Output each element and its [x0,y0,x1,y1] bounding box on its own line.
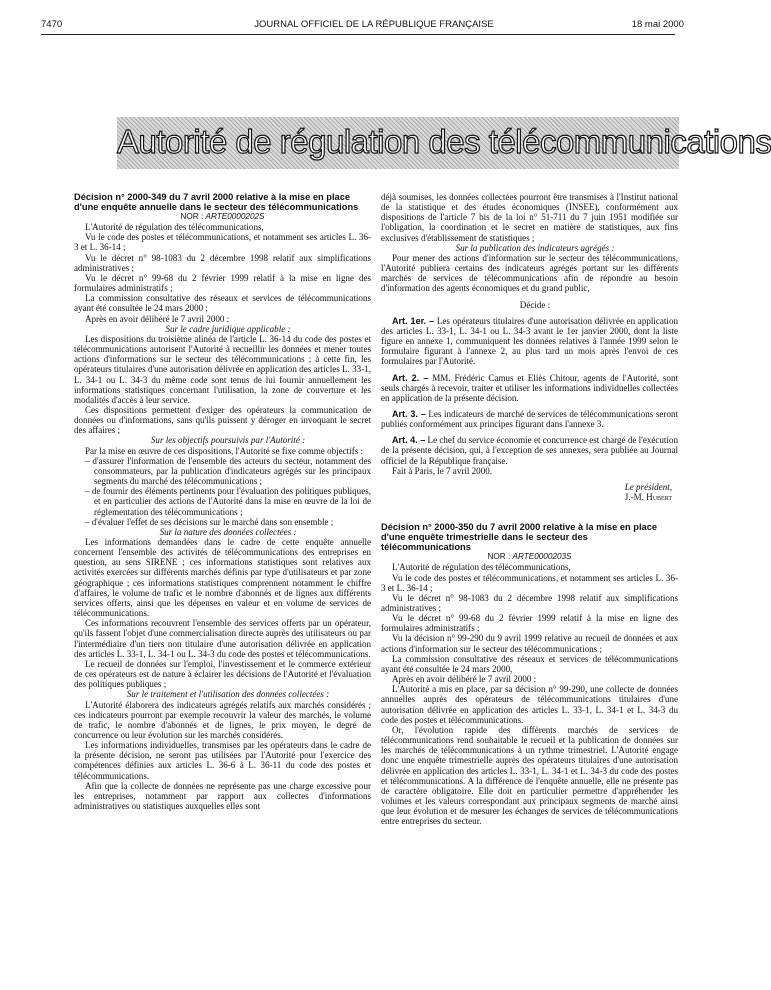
paragraph: Ces dispositions permettent d'exiger des opérateurs la communication de données ou d'informations, sans qu'ils puissent y déroger en invoquant le secret des affaires ; [74,404,371,436]
paragraph: Les informations individuelles, transmises par les opérateurs dans le cadre de la présente décision, ne seront pas utilisées par l'Autorité pour l'exercice des compétences définies aux articles L. 36-6 à L. 36-11 du code des postes et télécommunications. [74,740,371,781]
paragraph: Vu le code des postes et télécommunications, et notamment ses articles L. 36-3 et L. 36-14 ; [74,232,371,253]
banner-title: Autorité de régulation des télécommunications [117,123,771,160]
paragraph: Après en avoir délibéré le 7 avril 2000 : [85,313,230,324]
article-text: Les indicateurs de marché de services de télécommunications seront publiés conformément aux principes figurant dans l'annexe 3. [381,408,679,430]
article-text: Les opérateurs titulaires d'une autorisation délivrée en application des articles L. 33-1, L. 34-1 ou L. 34-3 avant le 1er janvier 2000, dont la liste figure en annexe 1, communiquent les données relatives à l'année 1999 selon le formulaire figurant à l'annexe 2, au plus tard un mois après l'envoi de ces formulaires par l'Autorité. [381,315,678,367]
paragraph: Afin que la collecte de données ne représente pas une charge excessive pour les entreprises, notamment par rapport aux collectes d'informations administratives ou statistiques auxquelles elles sont [74,780,371,812]
nor-label: NOR : [487,552,511,562]
nor-code: ARTE0000202S [205,212,265,221]
paragraph: Or, l'évolution rapide des différents marchés de services de télécommunications rend souhaitable le recueil et la publication de données sur les marchés de télécommunications à un rythme trimestriel. L'Autorité engage donc une enquête trimestrielle auprès des opérateurs titulaires d'une autorisation délivrée en application des articles L. 33-1, L. 34-1 et L. 34-3 du code des postes et télécommunications. A la différence de l'enquête annuelle, elle ne présente pas de caractère obligatoire. Elle doit en particulier permettre d'appréhender les volumes et les valeurs correspondant aux principaux segments de marché ainsi que leur évolution et de mesurer les échanges de services de télécommunications entre entreprises du secteur. [381,724,678,827]
paragraph: Pour mener des actions d'information sur le secteur des télécommunications, l'Autorité publiera certains des indicateurs agrégés portant sur les différents marchés de services de télécommunications afin de répondre au besoin d'information des agents économiques et du grand public, [381,252,678,294]
section-heading: Sur la publication des indicateurs agrégés : [455,242,615,253]
paragraph: Vu le décret n° 98-1083 du 2 décembre 1998 relatif aux simplifications administratives ; [74,252,371,273]
decision-title: Décision n° 2000-350 du 7 avril 2000 relative à la mise en place d'une enquête trimestrielle dans le secteur des télécommunications [381,522,658,553]
paragraph: Ces informations recouvrent l'ensemble des services offerts par un opérateur, qu'ils fassent l'objet d'une commercialisation directe auprès des utilisateurs ou par l'intermédiaire d'un tiers non titulaire d'une autorisation délivrée en application des articles L. 33-1, L. 34-1 ou L. 34-3 du code des postes et télécommunications. [74,618,371,659]
decision-title: Décision n° 2000-349 du 7 avril 2000 relative à la mise en place d'une enquête annuelle dans le secteur des télécommunications [74,192,359,212]
spacer [381,502,678,522]
nor-code: ARTE0000203S [512,552,572,562]
paragraph: Vu la décision n° 99-290 du 9 avril 1999 relative au recueil de données et aux actions d'information sur le secteur des télécommunications ; [381,633,678,654]
paragraph: Vu le code des postes et télécommunications, et notamment ses articles L. 36-3 et L. 36-14 ; [381,572,678,593]
section-heading: Sur le traitement et l'utilisation des données collectées : [126,689,330,700]
paragraph: Après en avoir délibéré le 7 avril 2000 : [392,674,537,685]
article-label: Art. 4. – [392,435,426,446]
paragraph: Le recueil de données sur l'emploi, l'investissement et le commerce extérieur de ces opérateurs est de nature à éclairer les décisions de l'Autorité et l'évaluation des politiques publiques ; [74,658,371,690]
paragraph: La commission consultative des réseaux et services de télécommunications ayant été consultée le 24 mars 2000, [381,653,678,674]
paragraph: Les informations demandées dans le cadre de cette enquête annuelle concernent l'ensemble des activités de télécommunications des entreprises en question, au sens SIRENE ; ces informations statistiques sont relatives aux activités exercées sur différents marchés définis par type d'utilisateurs et par zone géographique ; ces informations statistiques comprennent notamment le chiffre d'affaires, le volume de trafic et le nombre d'abonnés et de lignes aux différents services offerts, ainsi que les dépenses en valeur et en volume de services de télécommunications. [74,537,371,619]
paragraph: Par la mise en œuvre de ces dispositions, l'Autorité se fixe comme objectifs : [85,445,363,456]
page-header [0,0,748,40]
signatory-name: J.-M. Hubert [624,492,672,503]
list-item: – d'assurer l'information de l'ensemble des acteurs du secteur, notamment des consommateurs, par la publication d'indicateurs agrégés sur les principaux segments du marché des télécommunications ; [85,455,371,487]
paragraph: Les dispositions du troisième alinéa de l'article L. 36-14 du code des postes et télécommunications autorisent l'Autorité à recueillir les données et mener toutes actions d'informations sur le secteur des télécommunications ; à cette fin, les opérateurs titulaires d'une autorisation délivrée en application des articles L. 33-1, L. 34-1 ou L. 34-3 du même code sont tenus de lui fournir annuellement les informations statistiques concernant l'utilisation, la zone de couverture et les modalités d'accès à leur service. [74,333,371,405]
article [381,409,678,429]
decide-heading: Décide : [519,299,551,310]
header-rule [41,34,675,35]
section-heading: Sur le cadre juridique applicable : [165,323,291,334]
page-number: 7470 [41,19,63,30]
article-label: Art. 2. – [392,372,429,383]
article [381,435,678,465]
list-item: – de fournir des éléments pertinents pour l'évaluation des politiques publiques, et en particulier des actions de l'Autorité dans la mise en œuvre de la loi de réglementation des télécommunications ; [85,486,371,517]
signatory-role: Le président, [624,481,672,492]
paragraph: Vu le décret n° 98-1083 du 2 décembre 1998 relatif aux simplifications administratives ; [381,592,678,613]
section-heading: Sur la nature des données collectées : [159,526,297,537]
journal-title: JOURNAL OFFICIEL DE LA RÉPUBLIQUE FRANÇAISE [254,19,494,30]
article-label: Art. 1er. – [392,315,435,326]
section-heading: Sur les objectifs poursuivis par l'Autorité : [150,435,306,446]
section-banner [117,117,771,169]
paragraph: La commission consultative des réseaux et services de télécommunications ayant été consultée le 24 mars 2000 ; [74,293,371,314]
article-label: Art. 3. – [392,408,426,419]
list-item: – d'évaluer l'effet de ses décisions sur le marché dans son ensemble ; [85,516,334,527]
paragraph: Vu le décret n° 99-68 du 2 février 1999 relatif à la mise en ligne des formulaires administratifs ; [74,272,371,294]
left-column [74,192,371,811]
paragraph: déjà soumises, les données collectées pourront être transmises à l'Institut national de la statistique et des études économiques (INSEE), conformément aux dispositions de l'article 7 bis de la loi n° 51-711 du 7 juin 1951 modifiée sur l'obligation, la coordination et le secret en matière de statistiques, aux fins exclusives d'établissement de statistiques ; [381,192,678,243]
article-text: MM. Frédéric Camus et Eliès Chitour, agents de l'Autorité, sont seuls chargés à recevoir, traiter et utiliser les informations individuelles collectées en application de la présente décision. [381,372,678,403]
article-text: Le chef du service économie et concurrence est chargé de l'exécution de la présente décision, qui, à l'exception de ses annexes, sera publiée au Journal officiel de la République française. [381,435,678,466]
paragraph: L'Autorité a mis en place, par sa décision n° 99-290, une collecte de données annuelles auprès des opérateurs de télécommunications titulaires d'une autorisation délivrée en application des articles L. 33-1, L. 34-1 et L. 34-3 du code des postes et télécommunications. [381,684,678,725]
nor-label: NOR : [180,212,204,221]
paragraph: Vu le décret n° 99-68 du 2 février 1999 relatif à la mise en ligne des formulaires administratifs ; [381,613,678,634]
paragraph: L'Autorité élaborera des indicateurs agrégés relatifs aux marchés considérés ; ces indicateurs pourront par exemple recouvrir la valeur des marchés, le volume de trafic, le nombre d'abonnés et de lignes, le prix moyen, le degré de concurrence ou leur évolution sur les marchés considérés. [74,699,371,740]
paragraph: L'Autorité de régulation des télécommunications, [392,562,571,573]
nor-reference [74,212,371,222]
article [381,373,678,403]
signing-place-date: Fait à Paris, le 7 avril 2000. [392,465,493,476]
right-column [381,192,678,826]
paragraph: L'Autorité de régulation des télécommunications, [85,222,264,233]
issue-date: 18 mai 2000 [631,19,684,30]
nor-reference [381,552,678,562]
article [381,316,678,367]
